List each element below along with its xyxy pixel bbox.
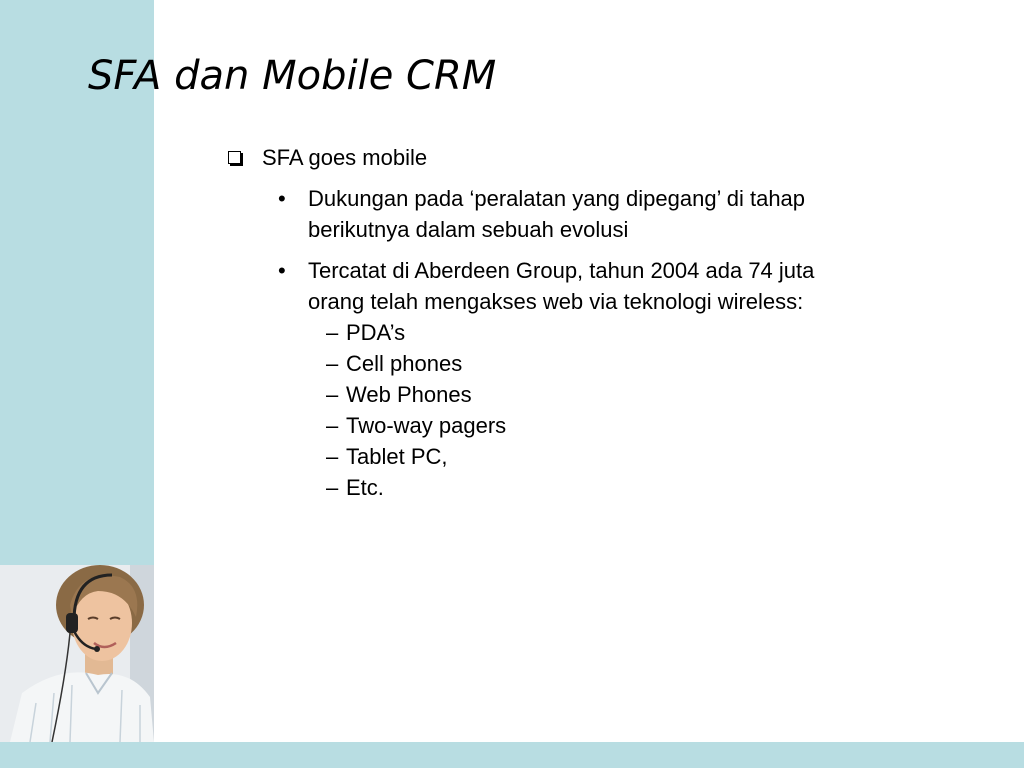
sub-item-text: Two-way pagers (346, 413, 507, 438)
bullet-item (226, 255, 818, 503)
bullet-text: Dukungan pada ‘peralatan yang dipegang’ di tahap berikutnya dalam sebuah evolusi (308, 186, 806, 242)
slide-content (226, 142, 916, 513)
dash-glyph: – (326, 475, 339, 500)
sub-item (226, 472, 818, 503)
dash-glyph: – (326, 444, 339, 469)
dash-glyph: – (326, 351, 339, 376)
sub-item (226, 410, 818, 441)
heading-text: SFA goes mobile (262, 145, 428, 170)
sub-item (226, 317, 818, 348)
sub-item (226, 348, 818, 379)
checkbox-square-icon (228, 151, 241, 164)
headset-woman-illustration (0, 565, 154, 742)
heading-item (226, 142, 916, 173)
bottom-accent-band (0, 742, 1024, 768)
sub-item-text: PDA’s (346, 320, 406, 345)
sub-item-text: Web Phones (346, 382, 472, 407)
sub-list (226, 317, 818, 503)
dash-glyph: – (326, 382, 339, 407)
sub-item (226, 379, 818, 410)
bullet-glyph: • (278, 186, 286, 211)
call-center-agent-photo (0, 565, 154, 742)
sub-item-text: Etc. (346, 475, 384, 500)
dash-glyph: – (326, 320, 339, 345)
bullet-text: Tercatat di Aberdeen Group, tahun 2004 ada 74 juta orang telah mengakses web via teknologi wireless: (308, 258, 815, 314)
sub-item-text: Tablet PC, (346, 444, 448, 469)
slide-title: SFA dan Mobile CRM (88, 53, 497, 99)
bullet-glyph: • (278, 258, 286, 283)
dash-glyph: – (326, 413, 339, 438)
sub-item-text: Cell phones (346, 351, 463, 376)
sub-item (226, 441, 818, 472)
bullet-item (226, 183, 818, 245)
